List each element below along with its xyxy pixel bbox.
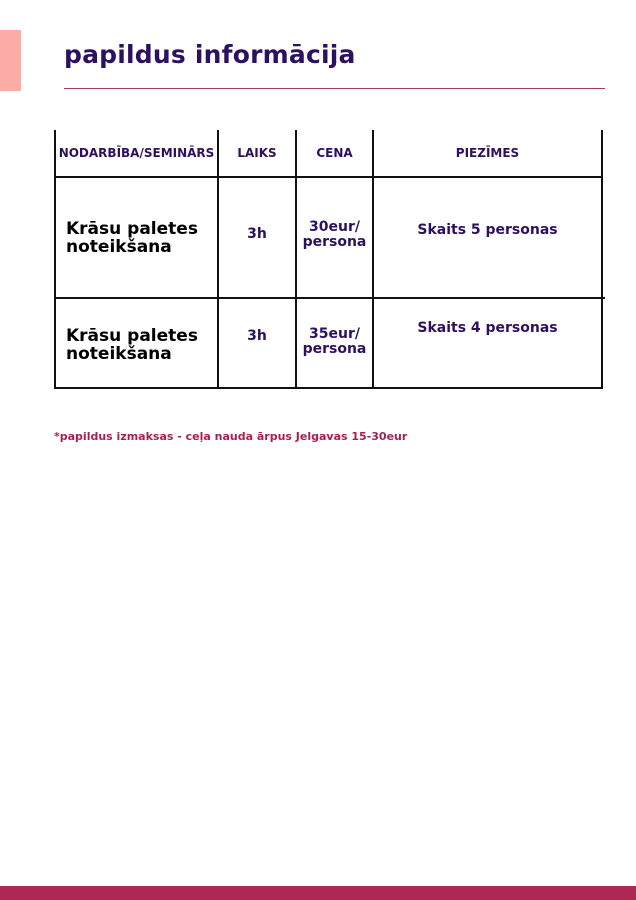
row-2-activity	[56, 299, 217, 395]
header-price: CENA	[316, 146, 353, 160]
row-2-activity-line-2: noteikšana	[66, 344, 172, 364]
row-1-activity	[56, 178, 217, 297]
pricing-table	[54, 130, 605, 389]
row-1-price	[297, 178, 372, 291]
row-2-activity-line-1: Krāsu paletes	[66, 326, 198, 346]
row-2-price-line-1: 35eur/	[309, 326, 360, 342]
row-1-activity-line-1: Krāsu paletes	[66, 218, 198, 239]
row-1-time: 3h	[247, 226, 267, 242]
row-1-activity-line-2: noteikšana	[66, 236, 172, 257]
footer-bar	[0, 886, 636, 900]
footnote: *papildus izmaksas - ceļa nauda ārpus Jelgavas 15-30eur	[54, 430, 408, 443]
header-notes: PIEZĪMES	[455, 146, 520, 160]
header-activity: NODARBĪBA/SEMINĀRS	[58, 146, 215, 160]
title-divider	[64, 88, 605, 89]
row-2-price-line-2: persona	[302, 341, 367, 357]
accent-block	[0, 30, 21, 91]
row-1-price-line-2: persona	[302, 233, 367, 250]
page-title: papildus informācija	[64, 40, 356, 69]
row-2-time: 3h	[247, 328, 267, 344]
header-time: LAIKS	[237, 146, 277, 160]
row-1-notes: Skaits 5 personas	[417, 221, 558, 238]
row-2-notes: Skaits 4 personas	[417, 320, 558, 336]
row-1-price-line-1: 30eur/	[309, 218, 360, 235]
row-2-price	[297, 299, 372, 375]
table-border-right	[601, 130, 603, 389]
